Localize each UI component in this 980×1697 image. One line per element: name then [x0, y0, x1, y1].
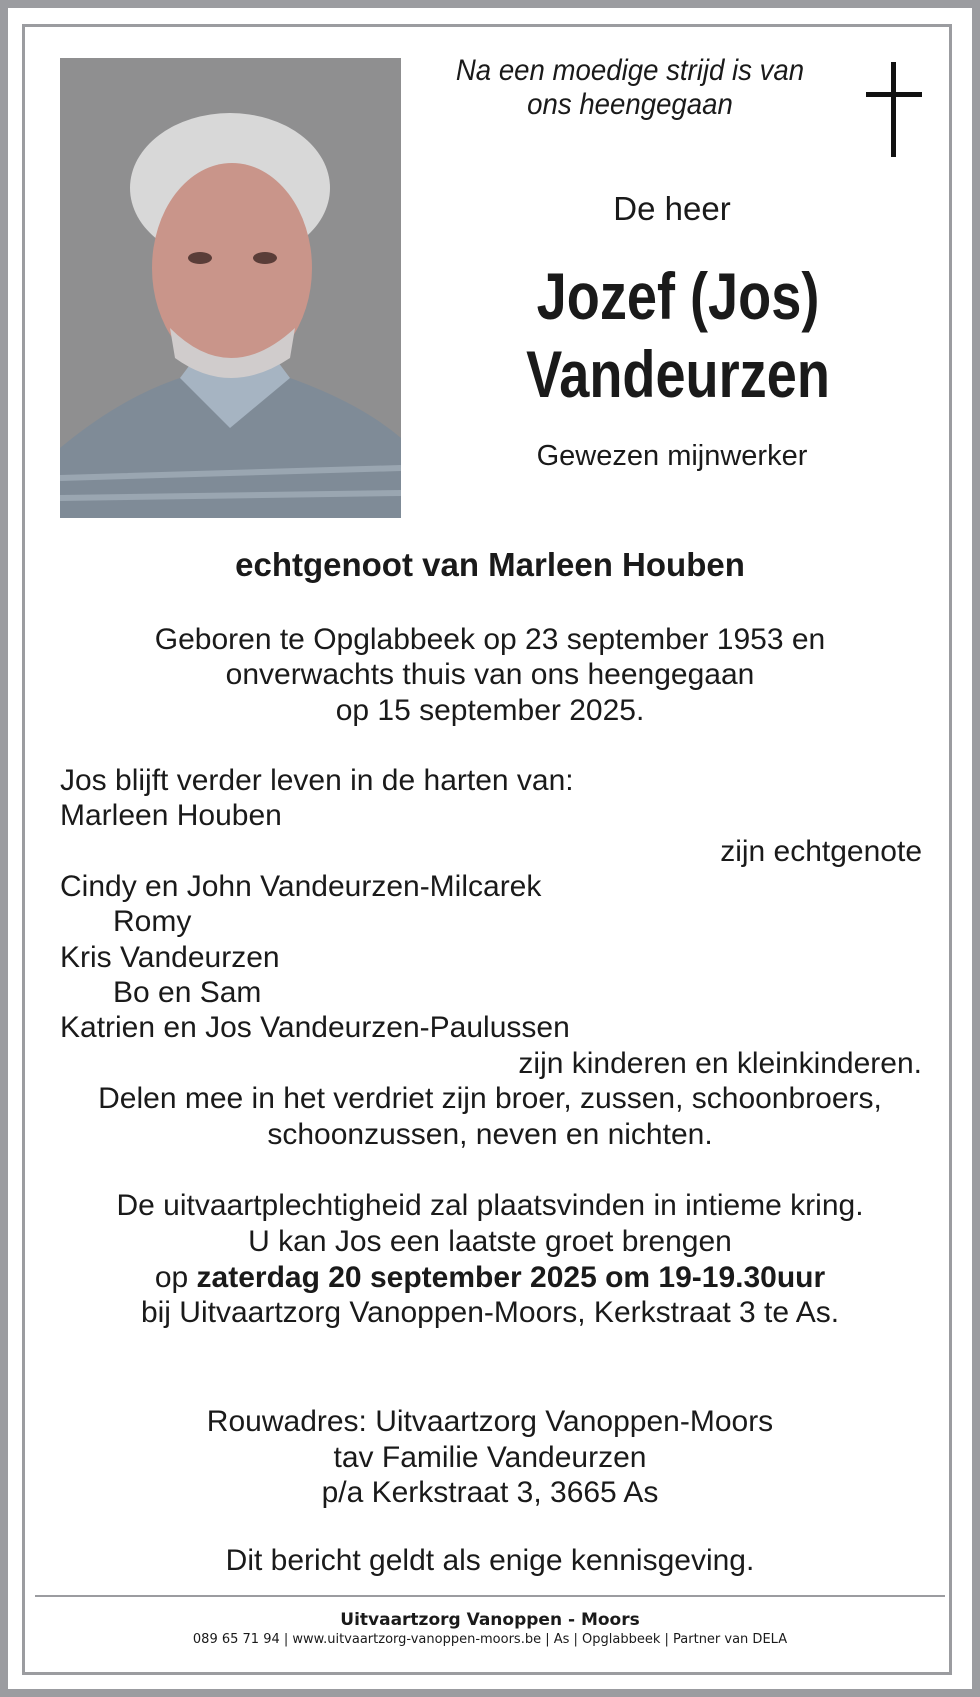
ceremony-line-1: De uitvaartplechtigheid zal plaatsvinden in intieme kring.: [116, 1189, 864, 1222]
family-children-role: zijn kinderen en kleinkinderen.: [518, 1047, 922, 1080]
birth-line-2: onverwachts thuis van ons heengegaan: [225, 658, 755, 691]
family-spouse-role: zijn echtgenote: [720, 835, 922, 868]
spouse-line: echtgenoot van Marleen Houben: [235, 546, 745, 583]
family-child-1: Cindy en John Vandeurzen-Milcarek: [60, 870, 542, 903]
birth-line-3: op 15 september 2025.: [335, 694, 645, 727]
relatives-line-1: Delen mee in het verdriet zijn broer, zussen, schoonbroers,: [98, 1082, 882, 1115]
intro-line-2: ons heengegaan: [527, 88, 733, 121]
ceremony-line-2: U kan Jos een laatste groet brengen: [248, 1225, 732, 1258]
ceremony-line-3: [155, 1263, 825, 1293]
cross-icon-bar: [866, 92, 922, 97]
family-grandchild-2: Bo en Sam: [113, 976, 262, 1009]
ceremony-date: zaterdag 20 september 2025 om 19-19.30uur: [196, 1261, 826, 1294]
deceased-name-line-2: Vandeurzen: [526, 337, 830, 411]
ceremony-line-4: bij Uitvaartzorg Vanoppen-Moors, Kerkstraat 3 te As.: [140, 1296, 840, 1329]
footer-company: Uitvaartzorg Vanoppen - Moors: [340, 1610, 640, 1630]
relatives-line-2: schoonzussen, neven en nichten.: [267, 1118, 713, 1151]
footer-details: 089 65 71 94 | www.uitvaartzorg-vanoppen-moors.be | As | Opglabbeek | Partner van DELA: [192, 1632, 788, 1647]
family-spouse: Marleen Houben: [60, 799, 282, 832]
occupation: Gewezen mijnwerker: [536, 440, 808, 472]
intro-line-1: Na een moedige strijd is van: [455, 54, 805, 87]
cross-icon: [891, 62, 896, 157]
portrait-photo: [60, 58, 401, 518]
address-line-3: p/a Kerkstraat 3, 3665 As: [321, 1476, 659, 1509]
address-line-1: Rouwadres: Uitvaartzorg Vanoppen-Moors: [206, 1405, 774, 1438]
address-line-2: tav Familie Vandeurzen: [333, 1441, 647, 1474]
family-intro: Jos blijft verder leven in de harten van:: [60, 764, 574, 797]
family-child-2: Kris Vandeurzen: [60, 941, 280, 974]
notice: Dit bericht geldt als enige kennisgeving.: [225, 1544, 755, 1577]
ceremony-prefix: op: [154, 1261, 197, 1294]
birth-line-1: Geboren te Opglabbeek op 23 september 1953 en: [154, 623, 826, 656]
footer-divider: [35, 1595, 945, 1597]
honorific: De heer: [613, 190, 731, 227]
family-grandchild-1: Romy: [113, 905, 192, 938]
deceased-name-line-1: Jozef (Jos): [536, 259, 820, 333]
family-child-3: Katrien en Jos Vandeurzen-Paulussen: [60, 1011, 570, 1044]
